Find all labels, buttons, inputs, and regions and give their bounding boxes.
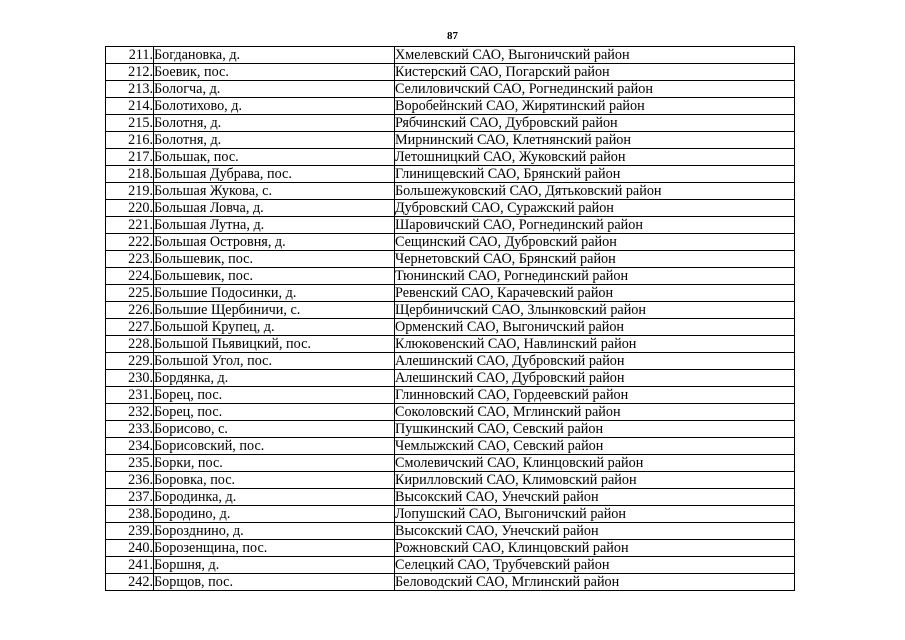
settlement-name: Борисово, с. (154, 421, 395, 438)
table-row (106, 132, 795, 149)
page-number: 87 (447, 30, 458, 42)
row-number: 222. (106, 234, 154, 251)
row-number: 213. (106, 81, 154, 98)
row-number: 214. (106, 98, 154, 115)
settlement-location: Чернетовский САО, Брянский район (395, 251, 795, 268)
row-number: 221. (106, 217, 154, 234)
table-row (106, 455, 795, 472)
settlement-location: Смолевичский САО, Клинцовский район (395, 455, 795, 472)
settlement-location: Беловодский САО, Мглинский район (395, 574, 795, 591)
settlement-location: Сещинский САО, Дубровский район (395, 234, 795, 251)
settlement-name: Бородино, д. (154, 506, 395, 523)
settlement-name: Большой Пьявицкий, пос. (154, 336, 395, 353)
row-number: 229. (106, 353, 154, 370)
settlement-name: Большие Щербиничи, с. (154, 302, 395, 319)
settlement-name: Борец, пос. (154, 404, 395, 421)
row-number: 237. (106, 489, 154, 506)
row-number: 228. (106, 336, 154, 353)
table-row (106, 47, 795, 64)
table-row (106, 234, 795, 251)
settlement-name: Бородинка, д. (154, 489, 395, 506)
settlement-location: Тюнинский САО, Рогнединский район (395, 268, 795, 285)
settlement-name: Борозднино, д. (154, 523, 395, 540)
settlement-location: Воробейнский САО, Жирятинский район (395, 98, 795, 115)
table-row (106, 489, 795, 506)
settlement-name: Большие Подосинки, д. (154, 285, 395, 302)
row-number: 238. (106, 506, 154, 523)
settlement-location: Кистерский САО, Погарский район (395, 64, 795, 81)
settlement-name: Боевик, пос. (154, 64, 395, 81)
row-number: 236. (106, 472, 154, 489)
settlement-location: Лопушский САО, Выгоничский район (395, 506, 795, 523)
table-row (106, 472, 795, 489)
settlement-location: Рябчинский САО, Дубровский район (395, 115, 795, 132)
settlement-name: Борки, пос. (154, 455, 395, 472)
settlement-name: Большой Крупец, д. (154, 319, 395, 336)
settlement-name: Большая Дубрава, пос. (154, 166, 395, 183)
settlement-name: Боровка, пос. (154, 472, 395, 489)
table-row (106, 557, 795, 574)
settlement-location: Клюковенский САО, Навлинский район (395, 336, 795, 353)
table-row (106, 166, 795, 183)
row-number: 242. (106, 574, 154, 591)
row-number: 218. (106, 166, 154, 183)
settlement-name: Большой Угол, пос. (154, 353, 395, 370)
settlement-location: Хмелевский САО, Выгоничский район (395, 47, 795, 64)
row-number: 241. (106, 557, 154, 574)
table-body (106, 47, 795, 591)
row-number: 224. (106, 268, 154, 285)
settlement-name: Борец, пос. (154, 387, 395, 404)
row-number: 232. (106, 404, 154, 421)
settlement-location: Шаровичский САО, Рогнединский район (395, 217, 795, 234)
settlement-name: Большая Жукова, с. (154, 183, 395, 200)
settlement-name: Борозенщина, пос. (154, 540, 395, 557)
row-number: 220. (106, 200, 154, 217)
table-row (106, 64, 795, 81)
table-row (106, 370, 795, 387)
row-number: 217. (106, 149, 154, 166)
table-row (106, 81, 795, 98)
table-row (106, 302, 795, 319)
row-number: 240. (106, 540, 154, 557)
row-number: 226. (106, 302, 154, 319)
table-row (106, 438, 795, 455)
row-number: 212. (106, 64, 154, 81)
row-number: 215. (106, 115, 154, 132)
table-row (106, 149, 795, 166)
settlements-table (105, 46, 795, 591)
row-number: 235. (106, 455, 154, 472)
settlement-name: Болотня, д. (154, 132, 395, 149)
row-number: 223. (106, 251, 154, 268)
settlement-name: Большая Ловча, д. (154, 200, 395, 217)
settlement-name: Бордянка, д. (154, 370, 395, 387)
settlement-location: Дубровский САО, Суражский район (395, 200, 795, 217)
table-row (106, 217, 795, 234)
table-row (106, 336, 795, 353)
settlement-location: Соколовский САО, Мглинский район (395, 404, 795, 421)
settlement-location: Большежуковский САО, Дятьковский район (395, 183, 795, 200)
settlement-location: Мирнинский САО, Клетнянский район (395, 132, 795, 149)
settlement-name: Большая Островня, д. (154, 234, 395, 251)
settlement-name: Борщов, пос. (154, 574, 395, 591)
table-row (106, 540, 795, 557)
settlement-name: Бологча, д. (154, 81, 395, 98)
row-number: 225. (106, 285, 154, 302)
table-row (106, 251, 795, 268)
table-row (106, 285, 795, 302)
settlement-location: Щербиничский САО, Злынковский район (395, 302, 795, 319)
table-row (106, 183, 795, 200)
table-row (106, 421, 795, 438)
settlement-location: Глинищевский САО, Брянский район (395, 166, 795, 183)
settlement-location: Высокский САО, Унечский район (395, 489, 795, 506)
settlement-location: Селиловичский САО, Рогнединский район (395, 81, 795, 98)
settlement-name: Большая Лутна, д. (154, 217, 395, 234)
settlement-location: Глинновский САО, Гордеевский район (395, 387, 795, 404)
settlement-location: Чемлыжский САО, Севский район (395, 438, 795, 455)
row-number: 211. (106, 47, 154, 64)
settlement-location: Ревенский САО, Карачевский район (395, 285, 795, 302)
settlement-name: Болотня, д. (154, 115, 395, 132)
settlement-location: Высокский САО, Унечский район (395, 523, 795, 540)
settlement-name: Боршня, д. (154, 557, 395, 574)
settlement-name: Большевик, пос. (154, 268, 395, 285)
row-number: 216. (106, 132, 154, 149)
table-row (106, 319, 795, 336)
row-number: 233. (106, 421, 154, 438)
table-row (106, 268, 795, 285)
table-row (106, 115, 795, 132)
settlement-location: Алешинский САО, Дубровский район (395, 353, 795, 370)
row-number: 231. (106, 387, 154, 404)
row-number: 230. (106, 370, 154, 387)
settlement-name: Болотихово, д. (154, 98, 395, 115)
settlement-name: Большевик, пос. (154, 251, 395, 268)
table-row (106, 353, 795, 370)
settlement-name: Богдановка, д. (154, 47, 395, 64)
settlement-location: Летошницкий САО, Жуковский район (395, 149, 795, 166)
settlement-location: Алешинский САО, Дубровский район (395, 370, 795, 387)
row-number: 234. (106, 438, 154, 455)
table-row (106, 404, 795, 421)
settlement-location: Пушкинский САО, Севский район (395, 421, 795, 438)
table-row (106, 98, 795, 115)
row-number: 227. (106, 319, 154, 336)
settlement-location: Кирилловский САО, Климовский район (395, 472, 795, 489)
row-number: 239. (106, 523, 154, 540)
table-row (106, 387, 795, 404)
settlement-name: Большак, пос. (154, 149, 395, 166)
table-row (106, 506, 795, 523)
settlement-location: Селецкий САО, Трубчевский район (395, 557, 795, 574)
table-row (106, 523, 795, 540)
row-number: 219. (106, 183, 154, 200)
settlement-location: Рожновский САО, Клинцовский район (395, 540, 795, 557)
settlement-name: Борисовский, пос. (154, 438, 395, 455)
table-row (106, 200, 795, 217)
settlement-location: Орменский САО, Выгоничский район (395, 319, 795, 336)
table-row (106, 574, 795, 591)
